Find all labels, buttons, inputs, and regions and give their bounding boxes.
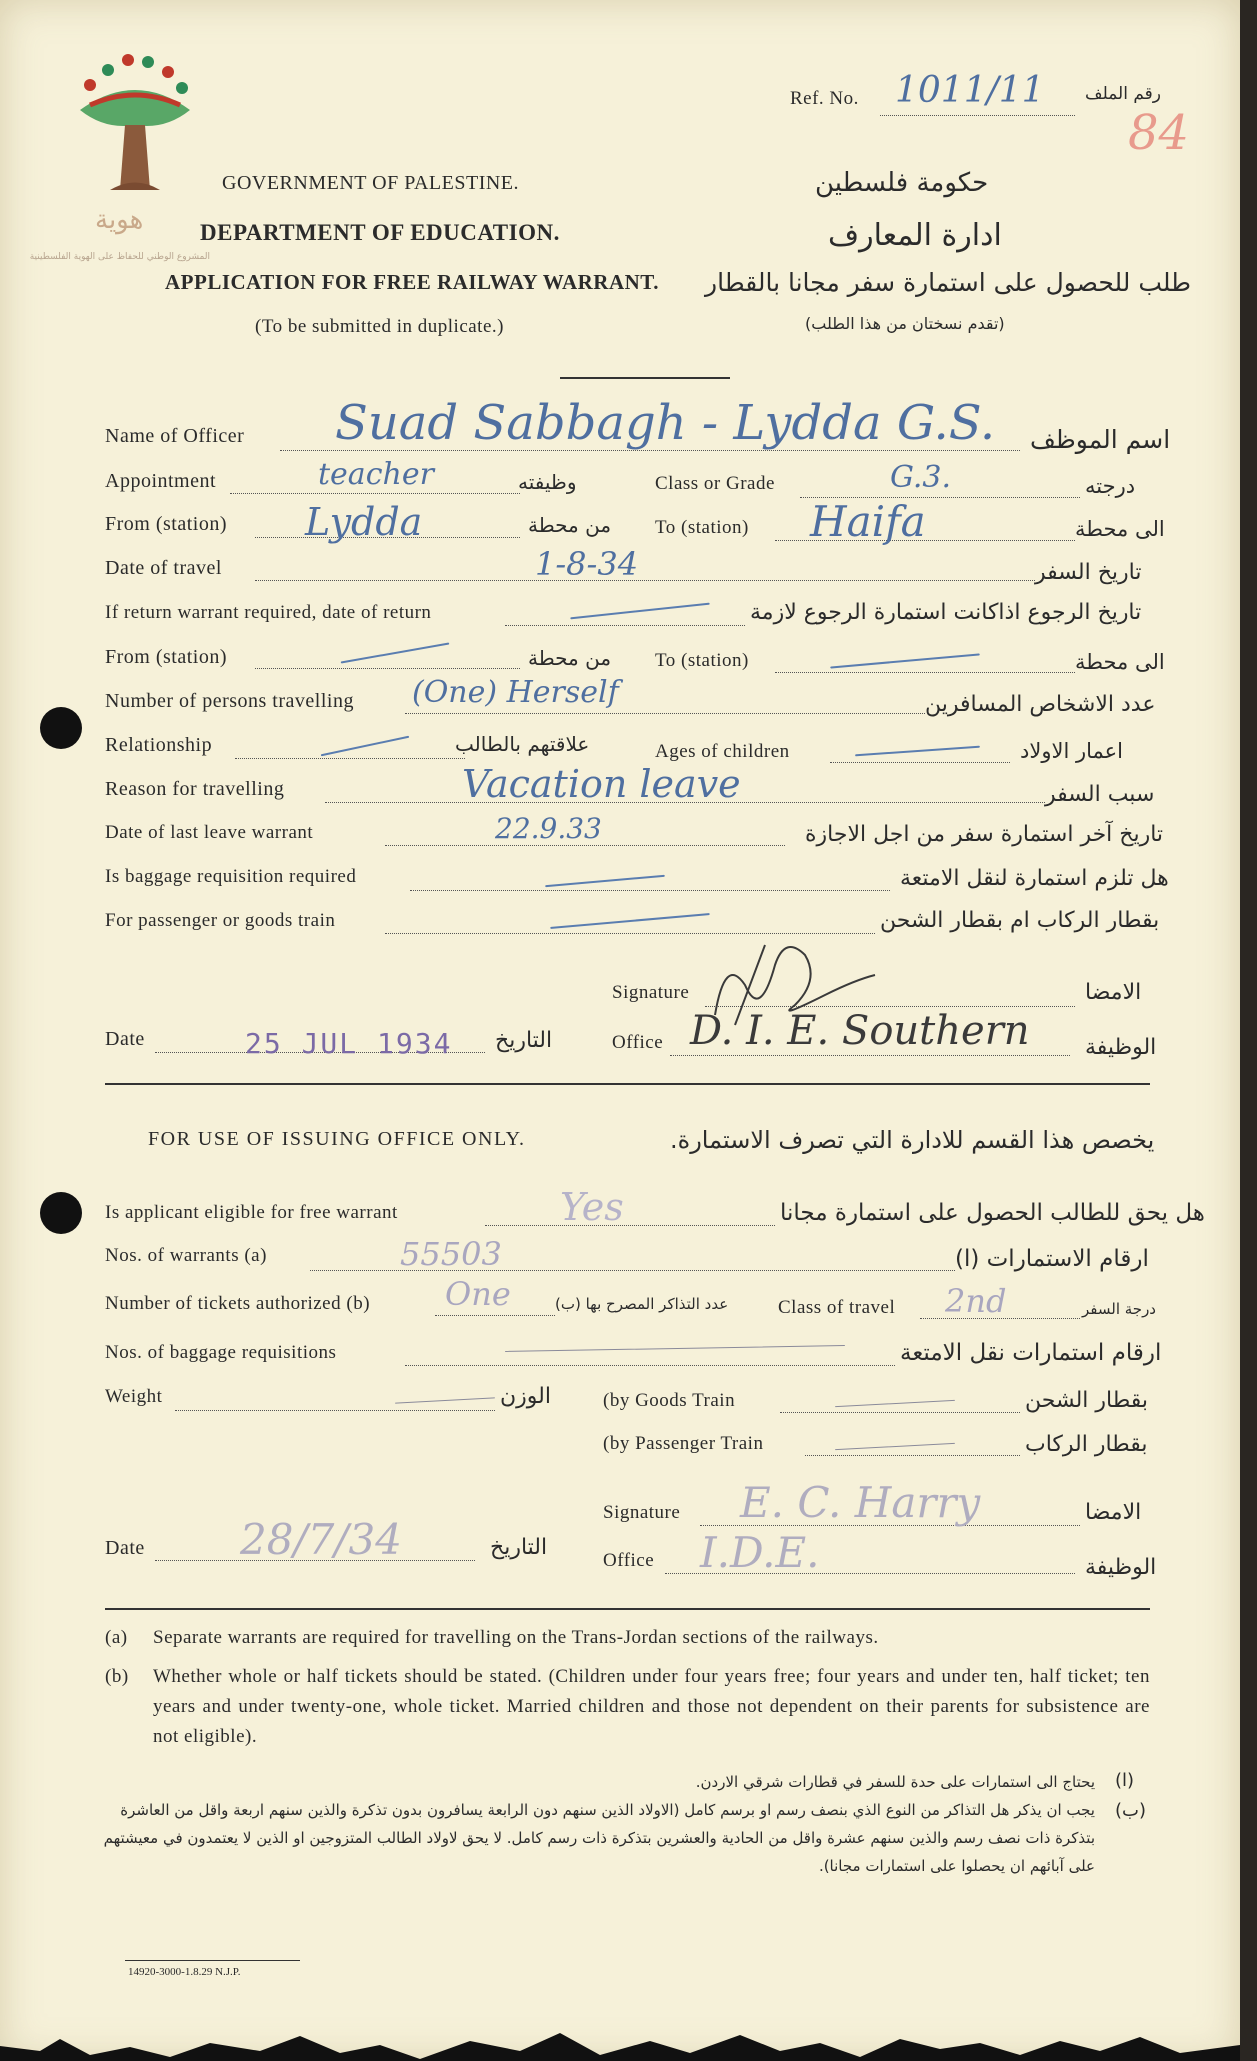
note-arabic-a-mark: (ا) [1115,1770,1135,1791]
baggage-nos-label: Nos. of baggage requisitions [105,1342,337,1363]
gov-title: GOVERNMENT OF PALESTINE. [222,172,520,194]
return-label: If return warrant required, date of return [105,602,432,623]
date-label: Date of travel [105,557,222,579]
from2-label: From (station) [105,646,227,668]
goods-train-strike [835,1400,955,1407]
ages-strike [855,746,980,757]
date-stamp: 25 JUL 1934 [245,1027,453,1060]
date-label-arabic: تاريخ السفر [1035,560,1142,585]
eligible-label: Is applicant eligible for free warrant [105,1202,398,1223]
from-label: From (station) [105,513,227,535]
header-rule [560,377,730,379]
last-warrant-label-arabic: تاريخ آخر استمارة سفر من اجل الاجازة [805,822,1164,847]
train-label-arabic: بقطار الركاب ام بقطار الشحن [880,908,1160,933]
persons-value: (One) Herself [412,675,619,710]
return-strike [570,603,709,620]
date-value: 1-8-34 [535,545,639,583]
note-a-mark: (a) [105,1627,128,1648]
issuing-office-label: Office [603,1550,655,1571]
weight-strike [395,1397,495,1403]
warrant-nos-label-arabic: ارقام الاستمارات (ا) [955,1246,1149,1272]
duplicate-note-arabic: (تقدم نسختان من هذا الطلب) [805,314,1005,333]
issuing-signature-label: Signature [603,1502,681,1523]
from-value: Lydda [305,500,423,544]
office-label: Office [612,1032,664,1053]
issuing-date-value: 28/7/34 [240,1515,402,1564]
baggage-label-arabic: هل تلزم استمارة لنقل الامتعة [900,866,1169,891]
train-strike [550,913,710,929]
passenger-train-label-arabic: بقطار الركاب [1025,1432,1148,1457]
appointment-label: Appointment [105,470,217,492]
ages-label-arabic: اعمار الاولاد [1020,739,1124,763]
eligible-label-arabic: هل يحق للطالب الحصول على استمارة مجانا [780,1200,1205,1226]
relationship-strike [321,736,409,757]
ref-label-arabic: رقم الملف [1085,84,1162,104]
to2-strike [830,653,980,668]
note-arabic-b-mark: (ب) [1115,1800,1146,1821]
baggage-nos-strike [505,1345,845,1352]
ref-label: Ref. No. [790,88,859,109]
to2-label: To (station) [655,650,749,671]
issuing-date-label-arabic: التاريخ [490,1535,548,1560]
reason-label: Reason for travelling [105,778,285,800]
issuing-heading: FOR USE OF ISSUING OFFICE ONLY. [148,1128,526,1150]
note-arabic-a: يحتاج الى استمارات على حدة للسفر في قطارات شرقي الاردن. [695,1773,1095,1791]
to2-label-arabic: الى محطة [1075,650,1165,674]
last-warrant-label: Date of last leave warrant [105,822,314,843]
note-arabic-b: يجب ان يذكر هل التذاكر من النوع الذي بنصف رسم او برسم كامل (الاولاد الذين سنهم دون الرابعة يسافرون بدون تذكرة والذين سنهم اربعة واقل من العاشرة بتذكرة ذات نصف رسم والذين سنهم عشرة واقل من الحادية والعشرين بتذكرة ذات رسم كامل. لا يحق لاولاد الطالب المتزوجين او الذين لا يعتمدون في معيشتهم على آبائهم ان يحصلوا على استمارات مجانا). [103,1801,1095,1875]
signature-label-arabic: الامضا [1085,980,1142,1005]
print-code: 14920-3000-1.8.29 N.J.P. [128,1966,241,1978]
note-b-text: Whether whole or half tickets should be stated. (Children under four years free; four years and under ten, half ticket; ten years and under twenty-one, whole ticket. Married children and those not dependent on their parents for subsistence are not eligible). [153,1666,1150,1747]
appointment-label-arabic: وظيفته [518,470,577,494]
class-label-arabic: درجته [1085,474,1136,498]
from2-label-arabic: من محطة [528,646,612,670]
logo-caption: المشروع الوطني للحفاظ على الهوية الفلسطينية [29,252,210,262]
class-of-travel-value: 2nd [945,1282,1007,1320]
goods-train-label: (by Goods Train [603,1390,736,1411]
section-divider-2 [105,1608,1150,1610]
ages-label: Ages of children [655,741,790,762]
passenger-train-label: (by Passenger Train [603,1433,764,1454]
to-value: Haifa [810,497,926,546]
class-of-travel-label: Class of travel [778,1297,896,1318]
reason-value: Vacation leave [462,762,741,806]
last-warrant-value: 22.9.33 [495,812,602,845]
weight-label: Weight [105,1386,163,1407]
train-label: For passenger or goods train [105,910,336,931]
relationship-label-arabic: علاقتهم بالطالب [455,732,590,756]
reason-label-arabic: سبب السفر [1045,782,1155,807]
name-label-arabic: اسم الموظف [1030,425,1171,454]
corner-mark: 84 [1128,105,1190,161]
goods-train-label-arabic: بقطار الشحن [1025,1388,1149,1413]
baggage-label: Is baggage requisition required [105,866,357,887]
dept-title-arabic: ادارة المعارف [828,218,1002,253]
class-of-travel-label-arabic: درجة السفر [1082,1300,1156,1318]
tickets-label: Number of tickets authorized (b) [105,1293,371,1314]
warrant-nos-value: 55503 [400,1235,502,1273]
section-divider-1 [105,1083,1150,1085]
application-title-arabic: طلب للحصول على استمارة سفر مجانا بالقطار [705,268,1192,297]
appointment-value: teacher [318,457,434,492]
issuing-heading-arabic: يخصص هذا القسم للادارة التي تصرف الاستمارة. [670,1126,1155,1154]
eligible-value: Yes [560,1185,624,1229]
logo-arabic-text: هوية [95,205,144,235]
name-label: Name of Officer [105,425,245,447]
from2-strike [341,642,450,663]
weight-label-arabic: الوزن [500,1384,551,1409]
baggage-strike [545,875,665,887]
gov-title-arabic: حكومة فلسطين [815,168,989,198]
relationship-label: Relationship [105,734,213,756]
to-label-arabic: الى محطة [1075,517,1165,541]
issuing-office-label-arabic: الوظيفة [1085,1555,1157,1580]
issuing-date-label: Date [105,1537,145,1559]
signature-label: Signature [612,982,690,1003]
dept-title: DEPARTMENT OF EDUCATION. [200,220,560,245]
date2-label: Date [105,1028,145,1050]
duplicate-note: (To be submitted in duplicate.) [255,316,504,337]
passenger-train-strike [835,1443,955,1450]
note-a-text: Separate warrants are required for travelling on the Trans-Jordan sections of the railways. [153,1627,879,1648]
issuing-signature-value: E. C. Harry [740,1478,981,1527]
tickets-label-arabic: عدد التذاكر المصرح بها (ب) [555,1295,729,1313]
persons-label: Number of persons travelling [105,690,354,712]
baggage-nos-label-arabic: ارقام استمارات نقل الامتعة [900,1340,1162,1366]
from-label-arabic: من محطة [528,513,612,537]
return-label-arabic: تاريخ الرجوع اذاكانت استمارة الرجوع لازمة [750,600,1142,625]
persons-label-arabic: عدد الاشخاص المسافرين [925,692,1156,717]
warrant-nos-label: Nos. of warrants (a) [105,1245,267,1266]
issuing-signature-label-arabic: الامضا [1085,1500,1142,1525]
torn-edge [0,2021,1240,2061]
print-code-rule [125,1960,300,1961]
name-value: Suad Sabbagh - Lydda G.S. [335,395,996,451]
ref-value: 1011/11 [895,70,1045,111]
to-label: To (station) [655,517,749,538]
date2-label-arabic: التاريخ [495,1028,553,1053]
office-label-arabic: الوظيفة [1085,1035,1157,1060]
office-value: D. I. E. Southern [690,1008,1030,1054]
tickets-value: One [445,1275,511,1313]
class-value: G.3. [890,460,952,495]
punch-hole-top [40,707,82,749]
note-b-mark: (b) [105,1666,129,1687]
class-label: Class or Grade [655,473,775,494]
application-title: APPLICATION FOR FREE RAILWAY WARRANT. [165,270,659,294]
issuing-office-value: I.D.E. [700,1528,820,1577]
punch-hole-bottom [40,1192,82,1234]
